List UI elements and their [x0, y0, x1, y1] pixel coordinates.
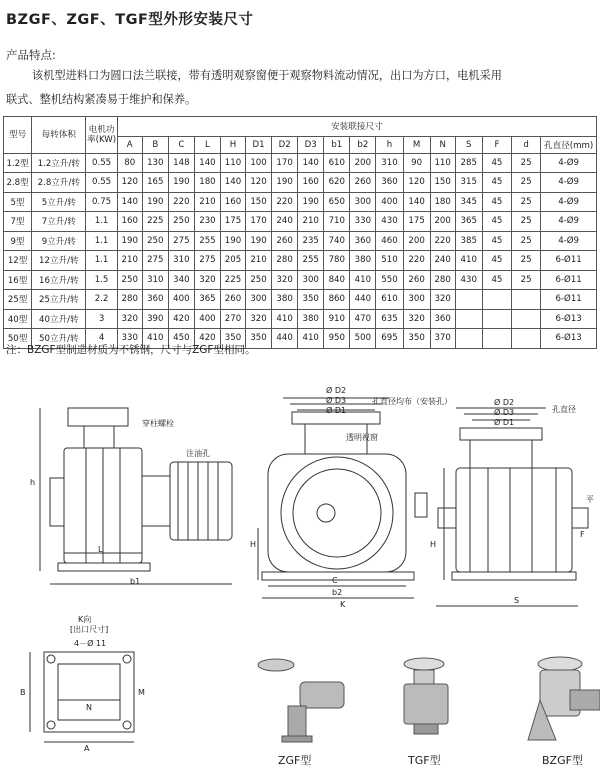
table-header-cell: 安装联接尺寸	[117, 117, 596, 137]
table-cell: 250	[142, 231, 168, 251]
table-cell: 170	[246, 212, 272, 232]
table-cell: 120	[246, 173, 272, 193]
label-D2-end: Ø D2	[494, 398, 515, 407]
table-subheader-cell: A	[117, 136, 142, 153]
table-cell: 550	[376, 270, 403, 290]
table-cell: 410	[298, 329, 324, 349]
table-cell: 45	[482, 192, 511, 212]
table-cell: 360	[376, 173, 403, 193]
table-cell: 180	[194, 173, 220, 193]
table-cell: 410	[350, 270, 376, 290]
table-cell: 260	[350, 173, 376, 193]
table-cell: 2.2	[86, 290, 117, 310]
table-cell: 350	[220, 329, 245, 349]
table-cell: 6-Ø11	[541, 270, 597, 290]
table-cell: 350	[246, 329, 272, 349]
table-cell: 300	[246, 290, 272, 310]
features-heading: 产品特点:	[6, 48, 56, 62]
table-cell: 120	[403, 173, 430, 193]
table-cell: 285	[455, 153, 482, 173]
table-cell: 385	[455, 231, 482, 251]
table-cell: 25型	[4, 290, 32, 310]
table-cell: 140	[298, 153, 324, 173]
table-cell: 120	[117, 173, 142, 193]
table-cell: 360	[430, 309, 455, 329]
caption-bzgf: BZGF型	[542, 754, 583, 767]
table-cell: 25	[512, 173, 541, 193]
table-cell: 310	[168, 251, 194, 271]
table-cell: 320	[272, 270, 298, 290]
table-cell: 400	[376, 192, 403, 212]
table-cell: 25	[512, 192, 541, 212]
label-hole-spec: 孔直径均布（安装孔）	[372, 397, 452, 406]
table-cell: 350	[298, 290, 324, 310]
front-view-drawing	[258, 398, 427, 598]
label-D2-front: Ø D2	[326, 386, 347, 395]
table-cell: 250	[117, 270, 142, 290]
label-holes: 4－Ø 11	[74, 639, 107, 648]
table-cell: 400	[168, 290, 194, 310]
table-cell: 220	[430, 231, 455, 251]
label-H-end: H	[430, 540, 437, 549]
table-cell: 390	[142, 309, 168, 329]
table-cell: 260	[220, 290, 245, 310]
table-cell: 320	[430, 290, 455, 310]
table-cell: 300	[403, 290, 430, 310]
end-view-drawing	[436, 408, 588, 606]
table-subheader-cell: H	[220, 136, 245, 153]
table-cell: 225	[142, 212, 168, 232]
table-cell: 360	[142, 290, 168, 310]
photo-bzgf	[528, 657, 600, 740]
table-cell: 110	[220, 153, 245, 173]
table-cell: 270	[220, 309, 245, 329]
table-cell: 260	[403, 270, 430, 290]
table-cell: 410	[142, 329, 168, 349]
table-cell: 190	[168, 173, 194, 193]
table-cell: 210	[298, 212, 324, 232]
table-cell: 280	[117, 290, 142, 310]
photo-tgf	[404, 658, 448, 734]
table-cell: 90	[403, 153, 430, 173]
table-cell: 510	[376, 251, 403, 271]
table-cell: 1.1	[86, 251, 117, 271]
table-cell: 610	[324, 153, 350, 173]
table-cell: 440	[272, 329, 298, 349]
label-D3-front: Ø D3	[326, 396, 347, 405]
table-cell: 4-Ø9	[541, 231, 597, 251]
label-C: C	[332, 576, 338, 585]
k-view-drawing	[30, 652, 134, 742]
table-cell: 160	[220, 192, 245, 212]
table-cell: 40型	[4, 309, 32, 329]
label-L: L	[98, 545, 103, 554]
table-subheader-cell: M	[403, 136, 430, 153]
table-cell: 4-Ø9	[541, 173, 597, 193]
table-cell: 275	[168, 231, 194, 251]
table-cell: 780	[324, 251, 350, 271]
table-cell: 380	[350, 251, 376, 271]
table-cell: 16型	[4, 270, 32, 290]
table-subheader-cell: F	[482, 136, 511, 153]
label-window: 透明视窗	[346, 433, 378, 442]
table-cell: 200	[350, 153, 376, 173]
table-cell: 150	[430, 173, 455, 193]
table-cell: 410	[455, 251, 482, 271]
table-cell: 370	[430, 329, 455, 349]
table-cell: 180	[430, 192, 455, 212]
table-cell: 365	[455, 212, 482, 232]
table-cell: 210	[117, 251, 142, 271]
table-cell: 160	[298, 173, 324, 193]
table-cell: 190	[298, 192, 324, 212]
table-cell: 7立升/转	[32, 212, 86, 232]
table-cell: 190	[272, 173, 298, 193]
table-cell: 1.1	[86, 231, 117, 251]
table-cell: 1.5	[86, 270, 117, 290]
table-cell: 330	[350, 212, 376, 232]
label-S: S	[514, 596, 520, 605]
table-cell: 0.55	[86, 153, 117, 173]
table-subheader-cell: h	[376, 136, 403, 153]
table-cell: 80	[117, 153, 142, 173]
table-cell: 275	[194, 251, 220, 271]
table-cell: 420	[168, 309, 194, 329]
table-cell: 250	[246, 270, 272, 290]
table-cell: 7型	[4, 212, 32, 232]
table-cell: 45	[482, 212, 511, 232]
table-cell: 250	[168, 212, 194, 232]
table-header-cell: 电机功率(KW)	[86, 117, 117, 154]
table-cell: 25立升/转	[32, 290, 86, 310]
table-cell: 330	[117, 329, 142, 349]
table-cell: 310	[376, 153, 403, 173]
table-subheader-cell: S	[455, 136, 482, 153]
description-line-1: 该机型进料口为圆口法兰联接，带有透明观察窗便于观察物料流动情况，出口为方口，电机采用	[32, 69, 502, 82]
table-cell: 150	[246, 192, 272, 212]
table-cell: 345	[455, 192, 482, 212]
table-cell: 130	[142, 153, 168, 173]
table-cell: 4-Ø9	[541, 192, 597, 212]
table-cell: 190	[220, 231, 245, 251]
table-cell: 360	[350, 231, 376, 251]
label-D1-front: Ø D1	[326, 406, 347, 415]
table-subheader-cell: 孔直径(mm)	[541, 136, 597, 153]
table-cell: 650	[324, 192, 350, 212]
table-cell: 1.1	[86, 212, 117, 232]
label-oil-hole: 注油孔	[186, 449, 210, 458]
table-cell: 25	[512, 153, 541, 173]
side-view-drawing	[40, 408, 232, 584]
table-cell: 3	[86, 309, 117, 329]
table-cell: 45	[482, 173, 511, 193]
table-cell: 1.2立升/转	[32, 153, 86, 173]
table-cell: 9型	[4, 231, 32, 251]
label-b2: b2	[332, 588, 343, 597]
table-cell: 6-Ø13	[541, 329, 597, 349]
table-cell: 320	[403, 309, 430, 329]
table-cell: 40立升/转	[32, 309, 86, 329]
page-title: BZGF、ZGF、TGF型外形安装尺寸	[6, 12, 254, 28]
table-cell: 140	[117, 192, 142, 212]
table-cell: 470	[350, 309, 376, 329]
table-subheader-cell: b1	[324, 136, 350, 153]
label-D1-end: Ø D1	[494, 418, 515, 427]
table-cell: 25	[512, 212, 541, 232]
label-h: h	[30, 478, 36, 487]
table-header-cell: 型号	[4, 117, 32, 154]
table-cell: 910	[324, 309, 350, 329]
table-cell: 380	[272, 290, 298, 310]
table-cell: 4-Ø9	[541, 212, 597, 232]
table-cell: 500	[350, 329, 376, 349]
table-cell: 740	[324, 231, 350, 251]
table-cell: 9立升/转	[32, 231, 86, 251]
label-M: M	[138, 688, 145, 697]
table-cell: 210	[246, 251, 272, 271]
table-subheader-cell: C	[168, 136, 194, 153]
table-cell: 260	[272, 231, 298, 251]
table-cell: 430	[455, 270, 482, 290]
table-cell: 0.75	[86, 192, 117, 212]
table-cell: 255	[298, 251, 324, 271]
table-cell: 860	[324, 290, 350, 310]
table-cell: 635	[376, 309, 403, 329]
table-cell: 230	[194, 212, 220, 232]
table-cell: 45	[482, 251, 511, 271]
table-cell: 16立升/转	[32, 270, 86, 290]
label-H-front: H	[250, 540, 257, 549]
table-cell: 148	[168, 153, 194, 173]
table-cell: 45	[482, 153, 511, 173]
table-cell: 210	[194, 192, 220, 212]
table-cell: 5型	[4, 192, 32, 212]
table-cell: 695	[376, 329, 403, 349]
table-cell: 1.2型	[4, 153, 32, 173]
label-k-view-sub: [出口尺寸]	[70, 625, 109, 634]
table-cell: 205	[220, 251, 245, 271]
table-cell: 320	[194, 270, 220, 290]
table-cell: 420	[194, 329, 220, 349]
label-flat: 平	[586, 495, 594, 504]
label-D3-end: Ø D3	[494, 408, 515, 417]
table-header-cell: 每转体积	[32, 117, 86, 154]
table-subheader-cell: b2	[350, 136, 376, 153]
table-cell: 0.55	[86, 173, 117, 193]
table-cell: 165	[142, 173, 168, 193]
table-cell: 220	[272, 192, 298, 212]
table-cell: 25	[512, 231, 541, 251]
label-K: K	[340, 600, 346, 609]
table-cell: 12立升/转	[32, 251, 86, 271]
table-cell: 450	[168, 329, 194, 349]
table-cell: 190	[142, 192, 168, 212]
caption-zgf: ZGF型	[278, 754, 312, 767]
table-cell: 110	[430, 153, 455, 173]
table-cell: 315	[455, 173, 482, 193]
table-cell: 840	[324, 270, 350, 290]
table-cell: 400	[194, 309, 220, 329]
table-cell: 190	[117, 231, 142, 251]
table-cell: 12型	[4, 251, 32, 271]
table-cell: 300	[350, 192, 376, 212]
table-cell: 225	[220, 270, 245, 290]
table-cell: 200	[403, 231, 430, 251]
table-cell: 2.8型	[4, 173, 32, 193]
table-cell: 25	[512, 251, 541, 271]
table-cell: 6-Ø11	[541, 290, 597, 310]
table-subheader-cell: L	[194, 136, 220, 153]
table-cell: 160	[117, 212, 142, 232]
table-cell: 240	[272, 212, 298, 232]
table-cell: 45	[482, 231, 511, 251]
table-cell: 2.8立升/转	[32, 173, 86, 193]
label-k-view: K向	[78, 615, 92, 624]
table-cell: 620	[324, 173, 350, 193]
table-cell: 610	[376, 290, 403, 310]
table-cell: 190	[246, 231, 272, 251]
table-cell: 175	[403, 212, 430, 232]
label-F: F	[580, 530, 585, 539]
table-cell: 175	[220, 212, 245, 232]
table-cell: 710	[324, 212, 350, 232]
table-cell: 235	[298, 231, 324, 251]
table-cell: 410	[272, 309, 298, 329]
table-cell: 220	[168, 192, 194, 212]
table-cell: 440	[350, 290, 376, 310]
table-cell: 280	[272, 251, 298, 271]
description-line-2: 联式、整机结构紧凑易于维护和保养。	[6, 93, 197, 106]
table-cell: 220	[403, 251, 430, 271]
material-note: 注：BZGF型制造材质为不锈钢，尺寸与ZGF型相同。	[6, 344, 256, 356]
table-cell: 460	[376, 231, 403, 251]
table-subheader-cell: D1	[246, 136, 272, 153]
label-N: N	[86, 703, 92, 712]
table-cell: 100	[246, 153, 272, 173]
table-cell: 350	[403, 329, 430, 349]
table-cell: 300	[298, 270, 324, 290]
table-cell: 310	[142, 270, 168, 290]
table-cell: 950	[324, 329, 350, 349]
label-hole-dia: 孔直径	[552, 405, 576, 414]
table-cell: 50立升/转	[32, 329, 86, 349]
label-B: B	[20, 688, 26, 697]
table-subheader-cell: N	[430, 136, 455, 153]
table-cell: 280	[430, 270, 455, 290]
table-cell: 140	[194, 153, 220, 173]
table-cell: 6-Ø11	[541, 251, 597, 271]
table-cell: 4-Ø9	[541, 153, 597, 173]
table-subheader-cell: B	[142, 136, 168, 153]
label-b1: b1	[130, 577, 141, 586]
table-cell: 320	[246, 309, 272, 329]
table-cell: 6-Ø13	[541, 309, 597, 329]
table-cell: 240	[430, 251, 455, 271]
table-cell: 365	[194, 290, 220, 310]
table-cell: 25	[512, 270, 541, 290]
table-subheader-cell: D3	[298, 136, 324, 153]
table-cell: 5立升/转	[32, 192, 86, 212]
table-cell: 275	[142, 251, 168, 271]
table-cell: 255	[194, 231, 220, 251]
table-cell: 4	[86, 329, 117, 349]
table-cell: 380	[298, 309, 324, 329]
label-bolt: 穿柱螺栓	[142, 419, 174, 428]
table-cell: 140	[220, 173, 245, 193]
table-subheader-cell: D2	[272, 136, 298, 153]
table-cell: 430	[376, 212, 403, 232]
table-cell: 340	[168, 270, 194, 290]
table-cell: 50型	[4, 329, 32, 349]
table-cell: 200	[430, 212, 455, 232]
caption-tgf: TGF型	[408, 754, 441, 767]
table-cell: 170	[272, 153, 298, 173]
photo-zgf	[258, 659, 344, 742]
table-cell: 320	[117, 309, 142, 329]
table-cell: 45	[482, 270, 511, 290]
table-subheader-cell: d	[512, 136, 541, 153]
table-cell: 140	[403, 192, 430, 212]
label-A: A	[84, 744, 90, 753]
